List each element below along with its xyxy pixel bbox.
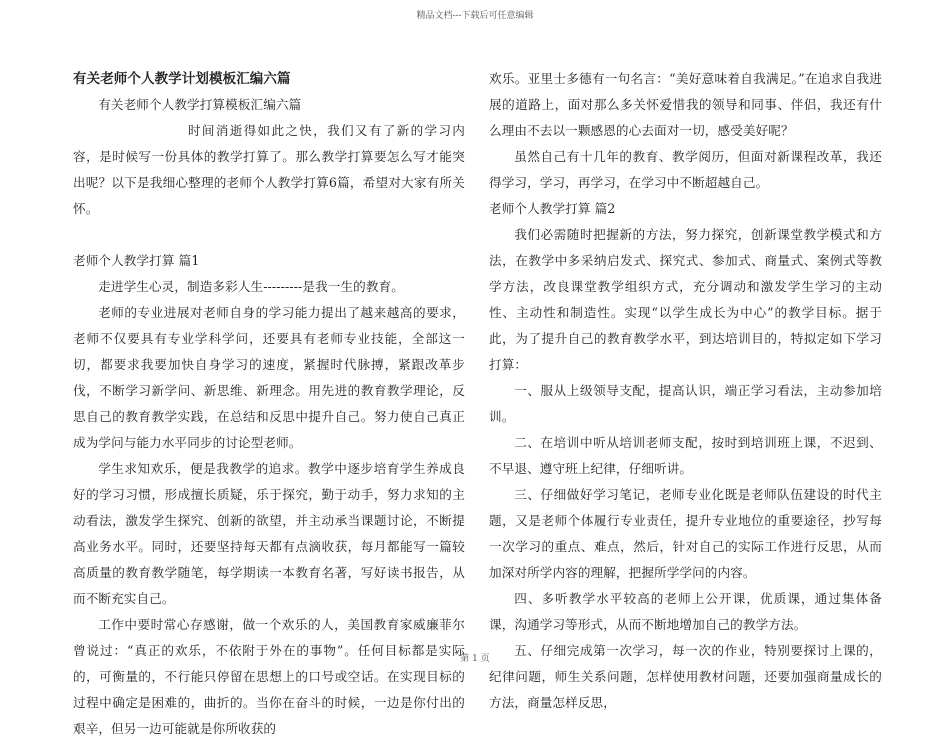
paragraph: 老师的专业进展对老师自身的学习能力提出了越来越高的要求，老师不仅要具有专业学科学问，还要具有老师专业技能，全部这一切，都要求我要加快自身学习的速度，紧握时代脉搏，紧跟改革步伐，不断学习新学问、新思维、新理念。用先进的教育教学理论，反思自己的教育教学实践，在总结和反思中提升自己。努力使自己真正成为学问与能力水平同步的讨论型老师。 [73,305,465,450]
page-number: 第 1 页 [460,654,490,664]
paragraph: 工作中要时常心存感谢，做一个欢乐的人，美国教育家威廉菲尔曾说过：“真正的欢乐，不依附于外在的事物”。任何目标都是实际的，可衡量的，不行能只停留在思想上的口号或空话。在实现目标的过程中确定是困难的，曲折的。当你在奋斗的时候，一边是你付出的艰辛，但另一边可能就是你所收获的 [73,617,465,736]
list-item: 五、仔细完成第一次学习，每一次的作业，特别要探讨上课的，纪律问题，师生关系问题，怎样使用教材问题，还要加强商量成长的方法，商量怎样反思， [489,643,882,710]
section-1-title: 老师个人教学打算 篇1 [73,253,200,268]
document-title: 有关老师个人教学计划模板汇编六篇 [73,71,291,87]
spacer [73,222,465,248]
list-item: 一、服从上级领导支配，提高认识，端正学习看法，主动参加培训。 [489,383,882,424]
paragraph: 虽然自己有十几年的教育、教学阅历，但面对新课程改革，我还得学习，学习，再学习，在学习中不断超越自己。 [489,149,882,190]
list-item: 三、仔细做好学习笔记，老师专业化既是老师队伍建设的时代主题，又是老师个体履行专业责任，提升专业地位的重要途径，抄写每一次学习的重点、难点，然后，针对自己的实际工作进行反思，从而加深对所学内容的理解，把握所学学问的内容。 [489,487,882,580]
document-subtitle: 有关老师个人教学打算模板汇编六篇 [98,97,302,112]
page-header-note: 精品文档---下载后可任意编辑 [416,11,534,21]
paragraph: 欢乐。亚里士多德有一句名言：“美好意味着自我满足。”在追求自我进展的道路上，面对那么多关怀爱惜我的领导和同事、伴侣，我还有什么理由不去以一颗感恩的心去面对一切，感受美好呢？ [489,71,882,138]
list-item: 二、在培训中听从培训老师支配，按时到培训班上课，不迟到、不早退、遵守班上纪律，仔细听讲。 [489,435,882,476]
intro-paragraph: 时间消逝得如此之快，我们又有了新的学习内容，是时候写一份具体的教学打算了。那么教学打算要怎么写才能突出呢？以下是我细心整理的老师个人教学打算6篇，希望对大家有所关怀。 [73,123,465,216]
paragraph: 我们必需随时把握新的方法，努力探究，创新课堂教学模式和方法，在教学中多采纳启发式、探究式、参加式、商量式、案例式等教学方法，改良课堂教学组织方式，充分调动和激发学生学习的主动性、主动性和制造性。实现“以学生成长为中心”的教学目标。据于此，为了提升自己的教育教学水平，到达培训目的，特拟定如下学习打算： [489,227,882,372]
list-item: 四、多听教学水平较高的老师上公开课，优质课，通过集体备课，沟通学习等形式，从而不断地增加自己的教学方法。 [489,591,882,632]
paragraph: 走进学生心灵，制造多彩人生---------是我一生的教育。 [98,279,404,294]
paragraph: 学生求知欢乐，便是我教学的追求。教学中逐步培育学生养成良好的学习习惯，形成擅长质疑，乐于探究，勤于动手，努力求知的主动看法，激发学生探究、创新的欲望，并主动承当课题讨论，不断提高业务水平。同时，还要坚持每天都有点滴收获，每月都能写一篇较高质量的教育教学随笔，每学期读一本教育名著，写好读书报告，从而不断充实自己。 [73,461,465,606]
left-column [73,66,465,742]
section-2-title: 老师个人教学打算 篇2 [489,201,616,216]
right-column [489,66,882,716]
